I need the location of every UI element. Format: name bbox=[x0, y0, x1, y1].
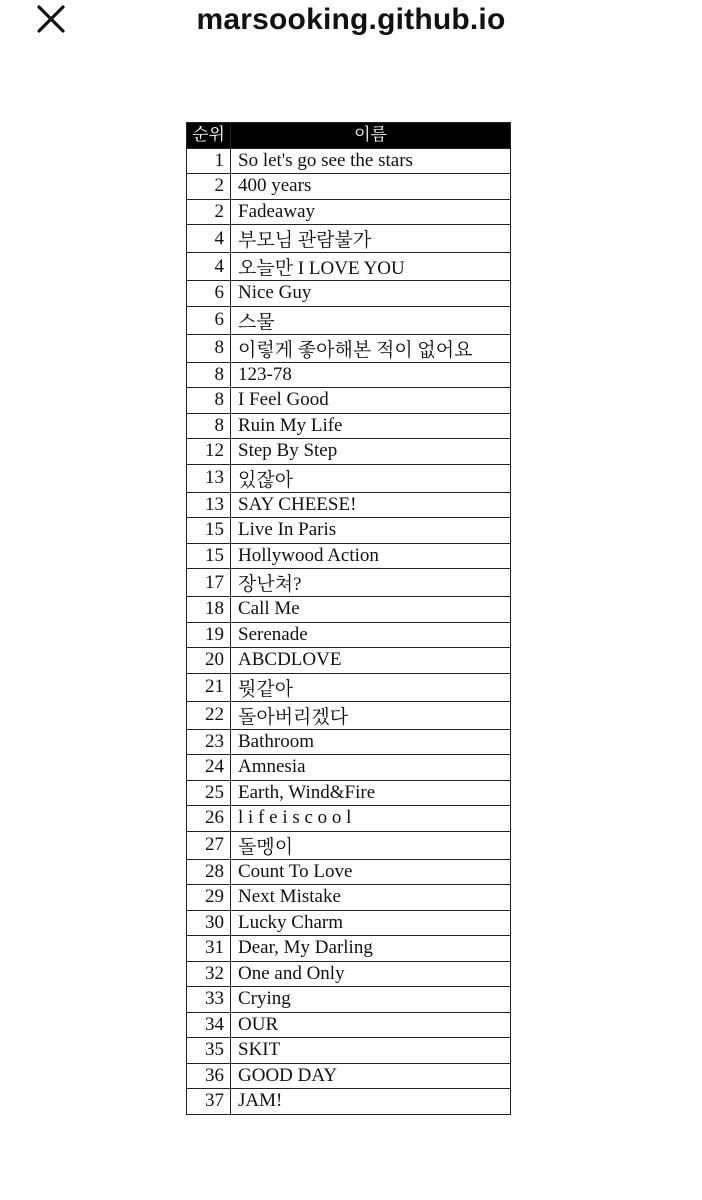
song-title-cell: SKIT bbox=[231, 1038, 511, 1064]
rank-cell: 15 bbox=[187, 518, 231, 544]
song-title-cell: 스물 bbox=[231, 306, 511, 334]
rank-cell: 18 bbox=[187, 597, 231, 623]
song-title-cell: 돌아버리겠다 bbox=[231, 701, 511, 729]
table-row bbox=[187, 806, 511, 832]
song-title-cell: Crying bbox=[231, 987, 511, 1013]
table-row bbox=[187, 936, 511, 962]
song-title-cell: So let's go see the stars bbox=[231, 148, 511, 174]
table-row bbox=[187, 1012, 511, 1038]
table-row bbox=[187, 174, 511, 200]
rank-cell: 23 bbox=[187, 729, 231, 755]
song-title-cell: 부모님 관람불가 bbox=[231, 225, 511, 253]
song-title-cell: Lucky Charm bbox=[231, 910, 511, 936]
song-title-cell: JAM! bbox=[231, 1089, 511, 1115]
song-title-cell: Amnesia bbox=[231, 755, 511, 781]
table-row bbox=[187, 148, 511, 174]
table-row bbox=[187, 253, 511, 281]
rank-cell: 27 bbox=[187, 831, 231, 859]
table-row bbox=[187, 464, 511, 492]
rank-cell: 6 bbox=[187, 306, 231, 334]
song-title-cell: Call Me bbox=[231, 597, 511, 623]
song-title-cell: Earth, Wind&Fire bbox=[231, 780, 511, 806]
table-row bbox=[187, 225, 511, 253]
table-row bbox=[187, 518, 511, 544]
column-header-name: 이름 bbox=[231, 123, 511, 149]
table-row bbox=[187, 306, 511, 334]
song-title-cell: 123-78 bbox=[231, 362, 511, 388]
song-title-cell: Live In Paris bbox=[231, 518, 511, 544]
table-row bbox=[187, 622, 511, 648]
song-title-cell: 뭣같아 bbox=[231, 673, 511, 701]
table-row bbox=[187, 780, 511, 806]
song-title-cell: 있잖아 bbox=[231, 464, 511, 492]
rank-cell: 8 bbox=[187, 362, 231, 388]
rank-cell: 36 bbox=[187, 1063, 231, 1089]
rank-cell: 35 bbox=[187, 1038, 231, 1064]
table-row bbox=[187, 199, 511, 225]
table-row bbox=[187, 492, 511, 518]
rank-cell: 32 bbox=[187, 961, 231, 987]
rank-cell: 34 bbox=[187, 1012, 231, 1038]
song-title-cell: I Feel Good bbox=[231, 388, 511, 414]
rank-cell: 25 bbox=[187, 780, 231, 806]
rank-cell: 8 bbox=[187, 388, 231, 414]
table-row bbox=[187, 701, 511, 729]
rank-cell: 4 bbox=[187, 253, 231, 281]
rank-cell: 37 bbox=[187, 1089, 231, 1115]
song-title-cell: Nice Guy bbox=[231, 281, 511, 307]
song-title-cell: ABCDLOVE bbox=[231, 648, 511, 674]
song-title-cell: Ruin My Life bbox=[231, 413, 511, 439]
song-title-cell: 400 years bbox=[231, 174, 511, 200]
table-row bbox=[187, 362, 511, 388]
table-row bbox=[187, 1089, 511, 1115]
rank-cell: 33 bbox=[187, 987, 231, 1013]
song-title-cell: Bathroom bbox=[231, 729, 511, 755]
table-row bbox=[187, 1038, 511, 1064]
table-row bbox=[187, 831, 511, 859]
table-body bbox=[187, 148, 511, 1114]
song-title-cell: 돌멩이 bbox=[231, 831, 511, 859]
song-title-cell: Dear, My Darling bbox=[231, 936, 511, 962]
rank-cell: 24 bbox=[187, 755, 231, 781]
table-row bbox=[187, 910, 511, 936]
song-title-cell: 이렇게 좋아해본 적이 없어요 bbox=[231, 334, 511, 362]
rank-cell: 8 bbox=[187, 334, 231, 362]
rank-cell: 2 bbox=[187, 199, 231, 225]
song-title-cell: One and Only bbox=[231, 961, 511, 987]
rank-cell: 13 bbox=[187, 464, 231, 492]
table-row bbox=[187, 961, 511, 987]
song-title-cell: Step By Step bbox=[231, 439, 511, 465]
table-row bbox=[187, 1063, 511, 1089]
table-row bbox=[187, 673, 511, 701]
song-title-cell: GOOD DAY bbox=[231, 1063, 511, 1089]
table-row bbox=[187, 439, 511, 465]
rank-cell: 2 bbox=[187, 174, 231, 200]
table-row bbox=[187, 987, 511, 1013]
table-row bbox=[187, 413, 511, 439]
rank-cell: 17 bbox=[187, 569, 231, 597]
table-row bbox=[187, 597, 511, 623]
song-title-cell: SAY CHEESE! bbox=[231, 492, 511, 518]
table-row bbox=[187, 648, 511, 674]
rank-cell: 29 bbox=[187, 885, 231, 911]
rank-cell: 22 bbox=[187, 701, 231, 729]
song-title-cell: l i f e i s c o o l bbox=[231, 806, 511, 832]
rank-cell: 12 bbox=[187, 439, 231, 465]
rank-cell: 13 bbox=[187, 492, 231, 518]
top-bar bbox=[0, 0, 702, 44]
column-header-rank: 순위 bbox=[187, 123, 231, 149]
song-title-cell: 오늘만 I LOVE YOU bbox=[231, 253, 511, 281]
rank-cell: 21 bbox=[187, 673, 231, 701]
rank-cell: 8 bbox=[187, 413, 231, 439]
song-title-cell: 장난쳐? bbox=[231, 569, 511, 597]
ranking-table bbox=[186, 122, 511, 1115]
rank-cell: 20 bbox=[187, 648, 231, 674]
page-title: marsooking.github.io bbox=[196, 3, 506, 36]
rank-cell: 28 bbox=[187, 859, 231, 885]
rank-cell: 6 bbox=[187, 281, 231, 307]
table-row bbox=[187, 885, 511, 911]
table-row bbox=[187, 388, 511, 414]
rank-cell: 19 bbox=[187, 622, 231, 648]
rank-cell: 4 bbox=[187, 225, 231, 253]
table-row bbox=[187, 281, 511, 307]
table-row bbox=[187, 859, 511, 885]
song-title-cell: Serenade bbox=[231, 622, 511, 648]
song-title-cell: Hollywood Action bbox=[231, 543, 511, 569]
song-title-cell: Fadeaway bbox=[231, 199, 511, 225]
table-row bbox=[187, 755, 511, 781]
song-title-cell: Next Mistake bbox=[231, 885, 511, 911]
table-header-row bbox=[187, 123, 511, 149]
table-row bbox=[187, 569, 511, 597]
rank-cell: 1 bbox=[187, 148, 231, 174]
rank-cell: 26 bbox=[187, 806, 231, 832]
song-title-cell: Count To Love bbox=[231, 859, 511, 885]
table-row bbox=[187, 334, 511, 362]
rank-cell: 15 bbox=[187, 543, 231, 569]
table-row bbox=[187, 729, 511, 755]
rank-cell: 30 bbox=[187, 910, 231, 936]
table-row bbox=[187, 543, 511, 569]
rank-cell: 31 bbox=[187, 936, 231, 962]
song-title-cell: OUR bbox=[231, 1012, 511, 1038]
